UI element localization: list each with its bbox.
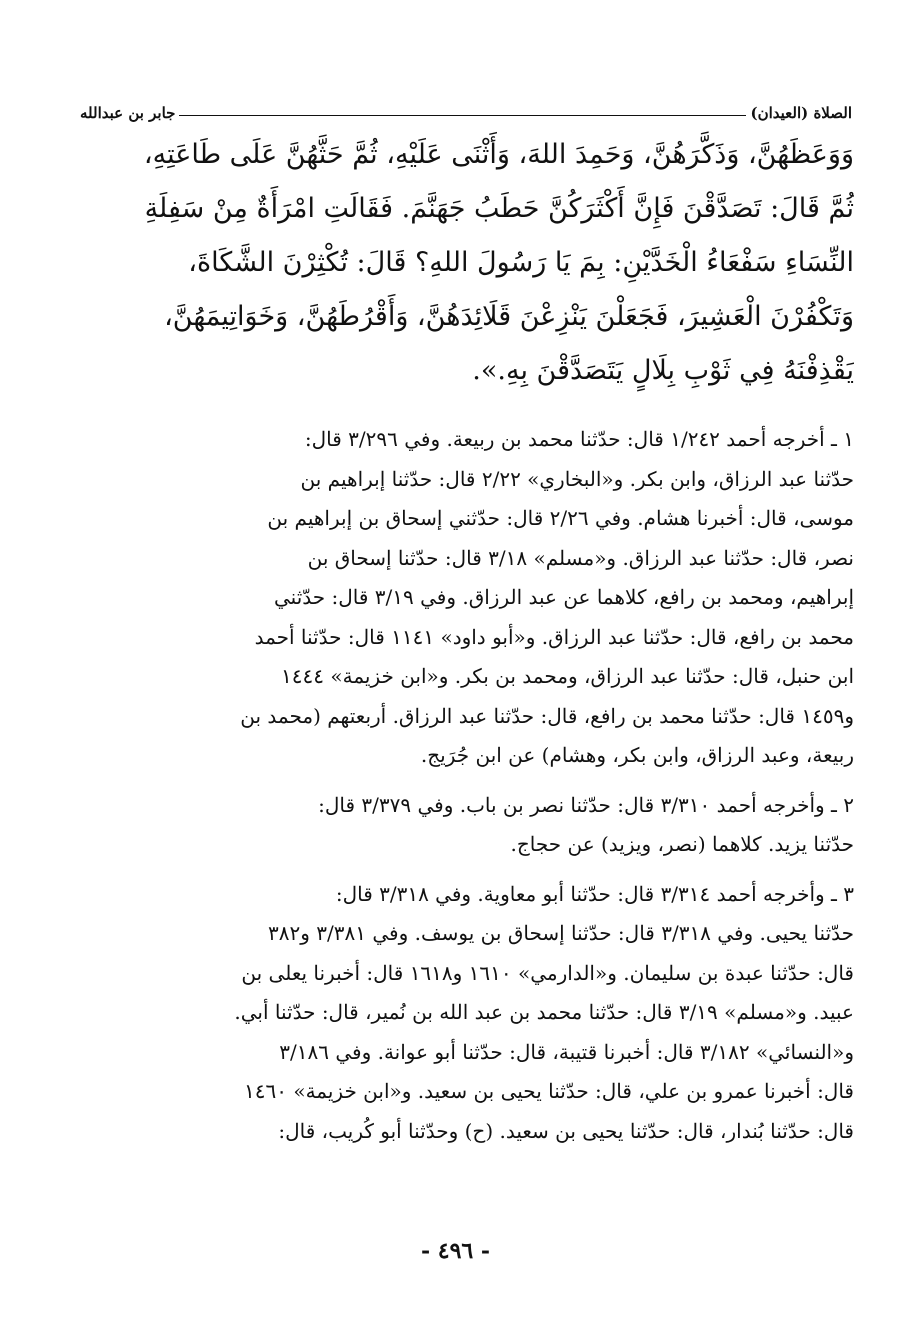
- hadith-text: [78, 128, 854, 398]
- footnote-line: نصر، قال: حدّثنا عبد الرزاق. و«مسلم» ٣/١٨ قال: حدّثنا إسحاق بن: [307, 545, 854, 570]
- footnote-line: إبراهيم، ومحمد بن رافع، كلاهما عن عبد الرزاق. وفي ٣/١٩ قال: حدّثني: [274, 585, 854, 609]
- footnote-line: حدّثنا عبد الرزاق، وابن بكر. و«البخاري» ٢/٢٢ قال: حدّثنا إبراهيم بن: [300, 466, 854, 491]
- header-chapter-title: الصلاة (العيدان): [750, 104, 852, 122]
- footnote-line: ربيعة، وعبد الرزاق، وابن بكر، وهشام) عن ابن جُرَيج.: [420, 743, 854, 767]
- footnote-line: حدّثنا يحيى. وفي ٣/٣١٨ قال: حدّثنا إسحاق بن يوسف. وفي ٣/٣٨١ و٣٨٢: [268, 921, 854, 945]
- header-narrator-name: جابر بن عبدالله: [80, 104, 176, 122]
- footnote-line: ابن حنبل، قال: حدّثنا عبد الرزاق، ومحمد بن بكر. و«ابن خزيمة» ١٤٤٤: [281, 664, 854, 688]
- footnote-3: [78, 875, 854, 1152]
- footnote-line: عبيد. و«مسلم» ٣/١٩ قال: حدّثنا محمد بن عبد الله بن نُمير، قال: حدّثنا أبي.: [234, 1000, 854, 1024]
- footnote-line: قال: حدّثنا عبدة بن سليمان. و«الدارمي» ١٦١٠ و١٦١٨ قال: أخبرنا يعلى بن: [241, 960, 854, 985]
- footnote-line: قال: حدّثنا بُندار، قال: حدّثنا يحيى بن سعيد. (ح) وحدّثنا أبو كُريب، قال:: [278, 1118, 854, 1143]
- footnote-line: و١٤٥٩ قال: حدّثنا محمد بن رافع، قال: حدّثنا عبد الرزاق. أربعتهم (محمد بن: [240, 703, 854, 728]
- footnote-2: [78, 786, 854, 865]
- footnote-line: ١ ـ أخرجه أحمد ١/٢٤٢ قال: حدّثنا محمد بن ربيعة. وفي ٣/٢٩٦ قال:: [304, 427, 854, 451]
- footnote-line: حدّثنا يزيد. كلاهما (نصر، ويزيد) عن حجاج.: [510, 832, 854, 856]
- footnote-1: [78, 420, 854, 776]
- hadith-line: وَتَكْفُرْنَ الْعَشِيرَ، فَجَعَلْنَ يَنْزِعْنَ قَلَائِدَهُنَّ، وَأَقْرُطَهُنَّ، وَخَوَاتِيمَهُنَّ،: [164, 301, 854, 332]
- footnote-line: موسى، قال: أخبرنا هشام. وفي ٢/٢٦ قال: حدّثني إسحاق بن إبراهيم بن: [267, 506, 854, 530]
- footnotes: [78, 420, 854, 1161]
- footnote-line: محمد بن رافع، قال: حدّثنا عبد الرزاق. و«أبو داود» ١١٤١ قال: حدّثنا أحمد: [254, 624, 854, 649]
- hadith-line: وَوَعَظَهُنَّ، وَذَكَّرَهُنَّ، وَحَمِدَ اللهَ، وَأَثْنَى عَلَيْهِ، ثُمَّ حَثَّهُنَّ عَلَى طَاعَتِهِ،: [143, 139, 854, 170]
- running-header: [80, 96, 852, 122]
- hadith-line: ثُمَّ قَالَ: تَصَدَّقْنَ فَإِنَّ أَكْثَرَكُنَّ حَطَبُ جَهَنَّمَ. فَقَالَتِ امْرَأَةٌ مِنْ سَفِلَةِ: [144, 193, 854, 224]
- hadith-line: يَقْذِفْنَهُ فِي ثَوْبِ بِلَالٍ يَتَصَدَّقْنَ بِهِ.».: [472, 355, 854, 386]
- page-number: - ٤٩٦ -: [420, 1238, 491, 1264]
- hadith-line: النِّسَاءِ سَفْعَاءُ الْخَدَّيْنِ: بِمَ يَا رَسُولَ اللهِ؟ قَالَ: تُكْثِرْنَ الشَّكَاةَ،: [188, 247, 854, 278]
- footnote-line: ٣ ـ وأخرجه أحمد ٣/٣١٤ قال: حدّثنا أبو معاوية. وفي ٣/٣١٨ قال:: [335, 881, 854, 906]
- footnote-line: قال: أخبرنا عمرو بن علي، قال: حدّثنا يحيى بن سعيد. و«ابن خزيمة» ١٤٦٠: [244, 1079, 854, 1103]
- footnote-line: ٢ ـ وأخرجه أحمد ٣/٣١٠ قال: حدّثنا نصر بن باب. وفي ٣/٣٧٩ قال:: [318, 792, 854, 817]
- footnote-line: و«النسائي» ٣/١٨٢ قال: أخبرنا قتيبة، قال: حدّثنا أبو عوانة. وفي ٣/١٨٦: [279, 1039, 854, 1064]
- header-rule: [179, 115, 746, 116]
